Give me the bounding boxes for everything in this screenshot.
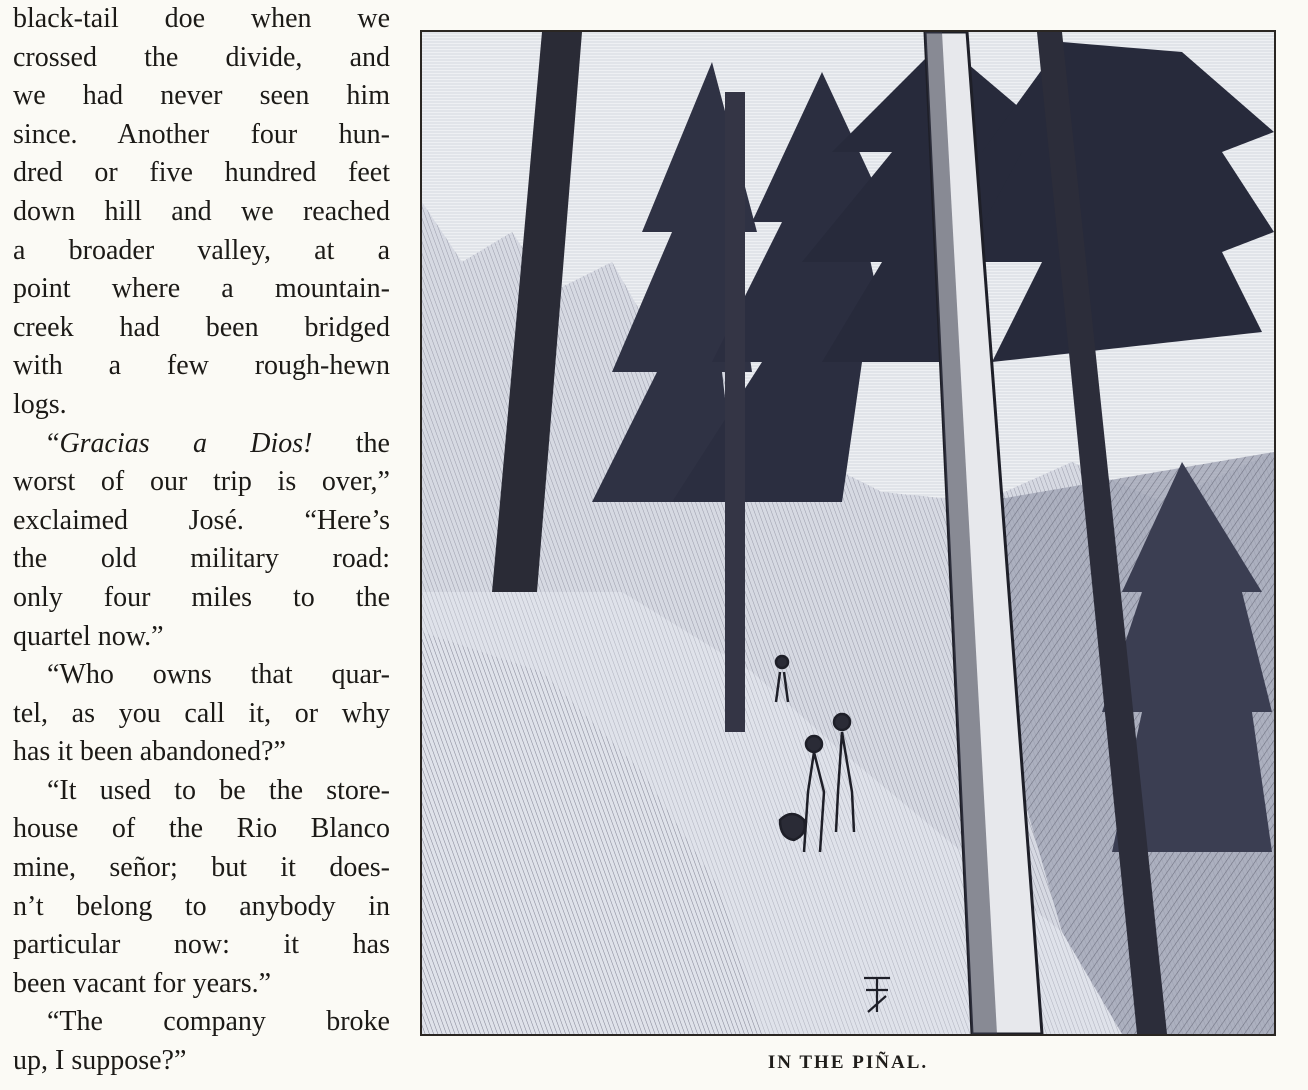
- text-line: mine, señor; but it does-: [13, 852, 390, 884]
- text-line: logs.: [13, 388, 67, 420]
- engraving-illustration: [420, 30, 1276, 1036]
- text-line: creek had been bridged: [13, 311, 390, 343]
- text-line: since. Another four hun-: [13, 118, 390, 150]
- text-line: has it been abandoned?”: [13, 736, 286, 768]
- text-line: a broader valley, at a: [13, 234, 390, 266]
- text-line: “Gracias a Dios! the: [47, 427, 390, 459]
- engraver-monogram: [860, 972, 894, 1014]
- article-text-column: [13, 0, 390, 1081]
- illustration-caption: IN THE PIÑAL.: [767, 1052, 929, 1073]
- text-line: house of the Rio Blanco: [13, 813, 390, 845]
- italic-phrase: Gracias a Dios!: [59, 427, 313, 459]
- text-line: n’t belong to anybody in: [13, 890, 390, 922]
- text-line: point where a mountain-: [13, 273, 390, 305]
- text-line: tel, as you call it, or why: [13, 697, 390, 729]
- text-line: been vacant for years.”: [13, 967, 272, 999]
- forest-scene-drawing: [422, 32, 1274, 1034]
- text-line: worst of our trip is over,”: [13, 466, 390, 498]
- text-line: “It used to be the store-: [47, 774, 390, 806]
- text-line: down hill and we reached: [13, 195, 390, 227]
- text-line: with a few rough-hewn: [13, 350, 390, 382]
- text-line: dred or five hundred feet: [13, 157, 390, 189]
- text-line: exclaimed José. “Here’s: [13, 504, 390, 536]
- text-line: we had never seen him: [13, 80, 390, 112]
- text-line: black-tail doe when we: [13, 3, 390, 34]
- text-line: up, I suppose?”: [13, 1045, 187, 1077]
- text-line: only four miles to the: [13, 581, 390, 613]
- text-line: “Who owns that quar-: [47, 659, 390, 691]
- text-line: the old military road:: [13, 543, 390, 575]
- text-line: “The company broke: [47, 1006, 390, 1038]
- text-line: crossed the divide, and: [13, 41, 390, 73]
- text-line: quartel now.”: [13, 620, 164, 652]
- text-line: particular now: it has: [13, 929, 390, 961]
